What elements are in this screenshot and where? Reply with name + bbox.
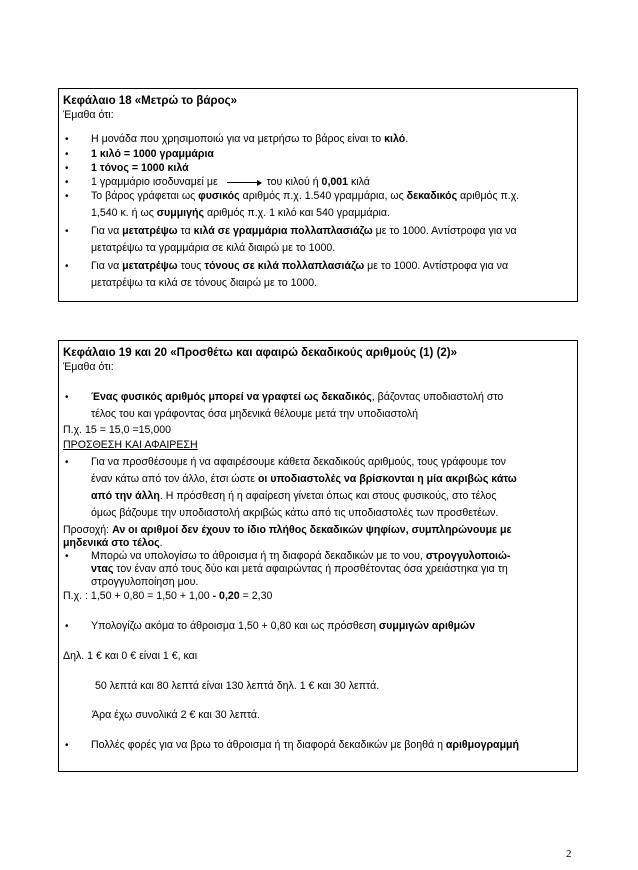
- explanation-text: Δηλ. 1 € και 0 € είναι 1 €, και: [63, 650, 198, 662]
- bullet-icon: •: [65, 261, 69, 272]
- bullet-icon: •: [65, 457, 69, 468]
- bullet-icon: •: [65, 740, 69, 751]
- example-text: Π.χ. : 1,50 + 0,80 = 1,50 + 1,00 - 0,20 = 2,30: [63, 590, 273, 602]
- explanation-text: Άρα έχω συνολικά 2 € και 30 λεπτά.: [92, 709, 260, 721]
- page-number: 2: [566, 848, 572, 860]
- fraction-arrow-icon: [227, 182, 261, 183]
- list-item: Το βάρος γράφεται ως φυσικός αριθμός π.χ. 1.540 γραμμάρια, ως δεκαδικός αριθμός π.χ.: [91, 190, 520, 202]
- list-item: Για να μετατρέψω τα κιλά σε γραμμάρια πολλαπλασιάζω με το 1000. Αντίστροφα για να: [91, 225, 517, 237]
- list-item: Μπορώ να υπολογίσω το άθροισμα ή τη διαφορά δεκαδικών με το νου, στρογγυλοποιώ-: [91, 550, 511, 562]
- list-item: Υπολογίζω ακόμα το άθροισμα 1,50 + 0,80 και ως πρόσθεση συμμιγών αριθμών: [91, 620, 475, 632]
- list-item-continuation: στρογγυλοποίηση μου.: [91, 576, 199, 588]
- list-item-continuation: όμως βάζουμε την υποδιαστολή ακριβώς κάτω από τις υποδιαστολές των προσθετέων.: [91, 507, 499, 519]
- chapter-19-20-box: [58, 340, 578, 772]
- list-item: Ένας φυσικός αριθμός μπορεί να γραφτεί ως δεκαδικός, βάζοντας υποδιαστολή στο: [91, 391, 504, 403]
- list-item: 1 τόνος = 1000 κιλά: [91, 162, 189, 174]
- attention-note-continuation: μηδενικά στο τέλος.: [63, 537, 163, 549]
- chapter-18-title: Κεφάλαιο 18 «Μετρώ το βάρος»: [63, 95, 238, 107]
- list-item: Για να προσθέσουμε ή να αφαιρέσουμε κάθετα δεκαδικούς αριθμούς, τους γράφουμε τον: [91, 456, 506, 468]
- intro-text: Έμαθα ότι:: [63, 361, 114, 373]
- list-item-continuation: έναν κάτω από τον άλλο, έτσι ώστε οι υποδιαστολές να βρίσκονται η μία ακριβώς κάτω: [91, 473, 517, 485]
- list-item: 1 γραμμάριο ισοδυναμεί με του κιλού ή 0,001 κιλά: [91, 176, 370, 188]
- bullet-icon: •: [65, 177, 69, 188]
- bullet-icon: •: [65, 134, 69, 145]
- list-item: Η μονάδα που χρησιμοποιώ για να μετρήσω το βάρος είναι το κιλό.: [91, 133, 409, 145]
- list-item: 1 κιλό = 1000 γραμμάρια: [91, 148, 214, 160]
- list-item-continuation: μετατρέψω τα κιλά σε τόνους διαιρώ με το 1000.: [91, 277, 318, 289]
- bullet-icon: •: [65, 621, 69, 632]
- chapter-19-20-title: Κεφάλαιο 19 και 20 «Προσθέτω και αφαιρώ δεκαδικούς αριθμούς (1) (2)»: [63, 347, 458, 359]
- list-item-continuation: μετατρέψω τα γραμμάρια σε κιλά διαιρώ με το 1000.: [91, 242, 336, 254]
- list-item-continuation: 1,540 κ. ή ως συμμιγής αριθμός π.χ. 1 κιλό και 540 γραμμάρια.: [91, 207, 390, 219]
- bullet-icon: •: [65, 163, 69, 174]
- intro-text: Έμαθα ότι:: [63, 109, 114, 121]
- list-item-continuation: ντας τον έναν από τους δύο και μετά αφαιρώντας ή προσθέτοντας όσα χρειάστηκα για τη: [91, 563, 508, 575]
- attention-note: Προσοχή: Αν οι αριθμοί δεν έχουν το ίδιο πλήθος δεκαδικών ψηφίων, συμπληρώνουμε με: [63, 524, 512, 536]
- bullet-icon: •: [65, 191, 69, 202]
- bullet-icon: •: [65, 551, 69, 562]
- chapter-18-box: [58, 88, 578, 302]
- example-text: Π.χ. 15 = 15,0 =15,000: [63, 424, 172, 436]
- bullet-icon: •: [65, 226, 69, 237]
- bullet-icon: •: [65, 392, 69, 403]
- list-item: Για να μετατρέψω τους τόνους σε κιλά πολλαπλασιάζω με το 1000. Αντίστροφα για να: [91, 260, 509, 272]
- explanation-text: 50 λεπτά και 80 λεπτά είναι 130 λεπτά δηλ. 1 € και 30 λεπτά.: [95, 680, 380, 692]
- bullet-icon: •: [65, 149, 69, 160]
- section-heading: ΠΡΟΣΘΕΣΗ ΚΑΙ ΑΦΑΙΡΕΣΗ: [63, 439, 198, 451]
- list-item-continuation: τέλος του και γράφοντας όσα μηδενικά θέλουμε μετά την υποδιαστολή: [91, 408, 419, 420]
- list-item: Πολλές φορές για να βρω το άθροισμα ή τη διαφορά δεκαδικών με βοηθά η αριθμογραμμή: [91, 739, 520, 751]
- list-item-continuation: από την άλλη. Η πρόσθεση ή η αφαίρεση γίνεται όπως και στους φυσικούς, στο τέλος: [91, 490, 497, 502]
